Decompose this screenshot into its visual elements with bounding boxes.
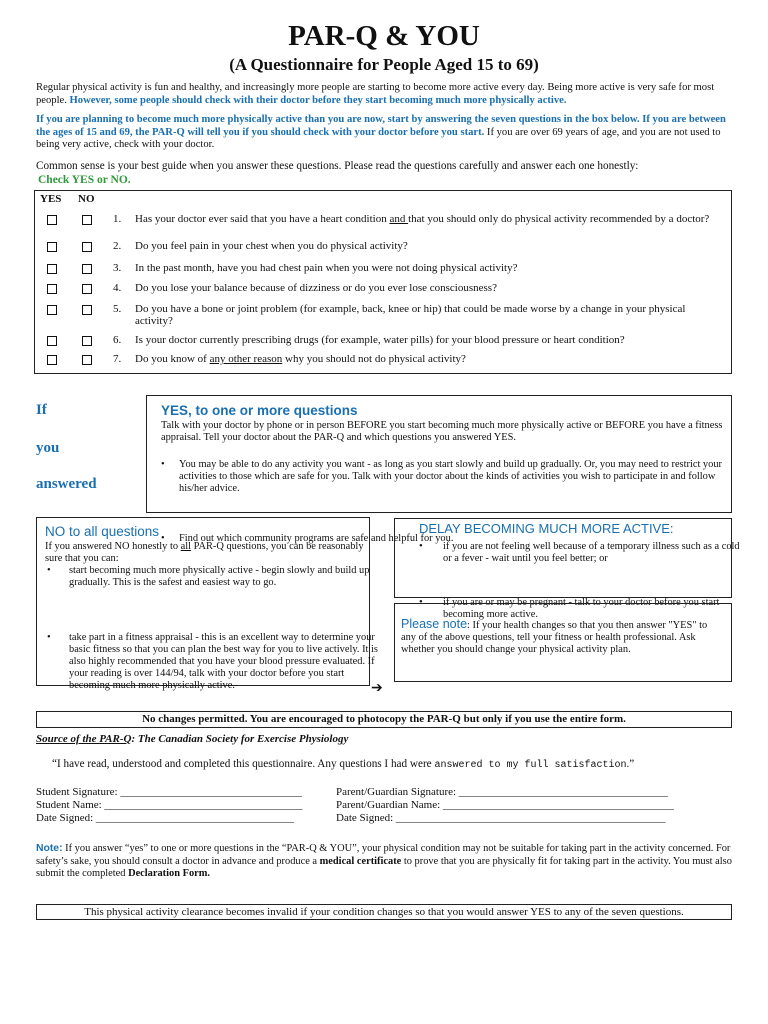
bottom-note-label: Note:	[36, 843, 63, 854]
question-number: 3.	[113, 262, 122, 274]
side-label-answered: answered	[36, 476, 97, 492]
delay-box	[394, 518, 740, 620]
yes-checkbox-6[interactable]	[47, 336, 57, 346]
intro-p1-highlight: However, some people should check with their doctor before they start becoming much more physically active.	[69, 94, 567, 106]
side-label-if: If	[36, 402, 47, 418]
parent-date-field[interactable]: Date Signed: _________________________________________________	[336, 812, 666, 824]
student-name-field[interactable]: Student Name: ____________________________________	[36, 799, 303, 811]
yes-box-bullet-1: • You may be able to do any activity you want - as long as you start slowly and build up gradually. Or, you may need to restrict your activities to those which are safe for you. Talk with your doctor about the kinds of activities you wish to participate in and follow his/her advice.	[157, 459, 739, 495]
no-answer-box	[36, 517, 378, 691]
question-number: 4.	[113, 282, 122, 294]
question-number: 1.	[113, 213, 122, 225]
please-note-label: Please note	[401, 617, 468, 631]
question-text-3	[135, 262, 720, 274]
bottom-note	[36, 843, 734, 881]
no-checkbox-6[interactable]	[82, 336, 92, 346]
questions-box	[34, 190, 732, 374]
please-note-box	[394, 603, 732, 682]
question-text-part: and	[389, 213, 409, 225]
delay-box-bullet-1: • if you are not feeling well because of a temporary illness such as a cold or a fever - wait until you feel better; or	[415, 541, 743, 565]
intro-paragraph-3: Common sense is your best guide when you answer these questions. Please read the questions carefully and answer each one honestly:	[36, 160, 639, 172]
no-checkbox-2[interactable]	[82, 242, 92, 252]
yes-box-bullet-2: • Find out which community programs are safe and helpful for you.	[157, 533, 739, 545]
bottom-note-declaration-form: Declaration Form.	[128, 868, 211, 880]
no-changes-banner: No changes permitted. You are encouraged to photocopy the PAR-Q but only if you use the entire form.	[36, 711, 732, 728]
footer-banner: This physical activity clearance becomes invalid if your condition changes so that you would answer YES to any of the seven questions.	[36, 904, 732, 920]
check-instruction: Check YES or NO.	[38, 174, 131, 186]
source-line	[36, 733, 348, 745]
yes-checkbox-4[interactable]	[47, 284, 57, 294]
question-number: 2.	[113, 240, 122, 252]
source-label: Source of the PAR-Q	[36, 733, 132, 745]
side-label-you: you	[36, 440, 60, 456]
yes-checkbox-7[interactable]	[47, 355, 57, 365]
question-number: 6.	[113, 334, 122, 346]
student-date-field[interactable]: Date Signed: ____________________________________	[36, 812, 294, 824]
no-box-body-underlined: all	[180, 541, 192, 552]
question-text-6	[135, 334, 720, 346]
no-checkbox-4[interactable]	[82, 284, 92, 294]
intro-p1-text: Regular physical activity is fun and healthy, and increasingly more people are starting to become more active every day. Being more active is very safe for most people.	[36, 82, 715, 106]
please-note-text	[401, 618, 719, 656]
intro-p2-highlight: If you are planning to become much more physically active than you are now, start by answering the seven questions in the box below. If you are between the ages of 15 and 69, the PAR-Q will tell you if you should check with your doctor before you start.	[36, 114, 726, 138]
bottom-note-a: If you answer “yes” to one or more questions in the “PAR-Q & YOU”, your physical condition may not be suitable for taking part in the activity concerned. For safety’s sake, you should consult a doctor in advance and produce a	[36, 843, 731, 867]
no-box-body-b: PAR-Q questions, you can be reasonably sure that you can:	[45, 541, 364, 564]
question-text-part: Do you have a bone or joint problem (for example, back, knee or hip) that could be made worse by a change in your physical activity?	[135, 303, 686, 328]
question-text-4	[135, 282, 720, 294]
question-text-part: any other reason	[209, 353, 283, 365]
no-column-header: NO	[78, 193, 95, 205]
question-text-part: why you should not do physical activity?	[282, 353, 466, 365]
page-subtitle: (A Questionnaire for People Aged 15 to 69)	[229, 55, 539, 74]
parent-name-field[interactable]: Parent/Guardian Name: __________________________________________	[336, 799, 674, 811]
question-text-2	[135, 240, 720, 252]
no-checkbox-1[interactable]	[82, 215, 92, 225]
no-checkbox-7[interactable]	[82, 355, 92, 365]
question-text-part: Do you lose your balance because of dizziness or do you ever lose consciousness?	[135, 282, 497, 294]
no-box-bullet-2: • take part in a fitness appraisal - this is an excellent way to determine your basic fitness so that you can plan the best way for you to live actively. It is also highly recommended that you have your blood pressure evaluated. If your reading is over 144/94, talk with your doctor before you start becoming much more physically active.	[43, 632, 385, 692]
no-box-body	[45, 541, 365, 565]
yes-checkbox-5[interactable]	[47, 305, 57, 315]
question-number: 7.	[113, 353, 122, 365]
question-text-part: Has your doctor ever said that you have a heart condition	[135, 213, 390, 225]
statement	[52, 758, 634, 771]
yes-checkbox-3[interactable]	[47, 264, 57, 274]
question-text-part: In the past month, have you had chest pain when you were not doing physical activity?	[135, 262, 518, 274]
question-text-part: Is your doctor currently prescribing drugs (for example, water pills) for your blood pressure or heart condition?	[135, 334, 625, 346]
no-checkbox-5[interactable]	[82, 305, 92, 315]
statement-b: answered to my full satisfaction	[434, 760, 627, 771]
please-note-body: : If your health changes so that you then answer "YES" to any of the above questions, tell your fitness or health professional. Ask whether you should change your physical activity plan.	[401, 620, 708, 655]
intro-p2-text: If you are over 69 years of age, and you are not used to being very active, check with your doctor.	[36, 126, 721, 151]
no-box-bullet-1: • start becoming much more physically active - begin slowly and build up gradually. This is the safest and easiest way to go.	[43, 565, 385, 589]
question-text-part: Do you know of	[135, 353, 210, 365]
student-signature-field[interactable]: Student Signature: _________________________________	[36, 786, 302, 798]
intro-paragraph-1	[36, 82, 736, 107]
yes-box-body: Talk with your doctor by phone or in person BEFORE you start becoming much more physically active or BEFORE you have a fitness appraisal. Tell your doctor about the PAR-Q and which questions you answered YES.	[161, 420, 723, 443]
question-text-7	[135, 353, 720, 365]
question-text-5	[135, 303, 720, 328]
yes-checkbox-2[interactable]	[47, 242, 57, 252]
no-checkbox-3[interactable]	[82, 264, 92, 274]
delay-box-heading: DELAY BECOMING MUCH MORE ACTIVE:	[419, 521, 674, 536]
yes-box-heading: YES, to one or more questions	[161, 403, 358, 418]
yes-column-header: YES	[40, 193, 62, 205]
yes-checkbox-1[interactable]	[47, 215, 57, 225]
bottom-note-medical-certificate: medical certificate	[319, 855, 402, 867]
question-text-part: Do you feel pain in your chest when you do physical activity?	[135, 240, 408, 252]
page-title: PAR-Q & YOU	[288, 20, 480, 52]
delay-box-bullet-2: • if you are or may be pregnant - talk to your doctor before you start becoming more active.	[415, 597, 743, 621]
parent-signature-field[interactable]: Parent/Guardian Signature: ______________________________________	[336, 786, 668, 798]
no-box-body-a: If you answered NO honestly to	[45, 541, 181, 552]
question-text-part: that you should only do physical activity recommended by a doctor?	[408, 213, 710, 225]
no-box-heading: NO to all questions	[45, 524, 160, 539]
arrow-icon: ➔	[371, 681, 383, 696]
source-text: : The Canadian Society for Exercise Physiology	[131, 733, 349, 745]
bottom-note-c: to prove that you are physically fit for taking part in the activity. You must also submit the completed	[36, 855, 732, 880]
statement-a: “I have read, understood and completed this questionnaire. Any questions I had were	[52, 758, 435, 770]
question-number: 5.	[113, 303, 122, 315]
intro-paragraph-2	[36, 114, 736, 152]
question-text-1	[135, 213, 720, 225]
statement-c: .”	[626, 758, 635, 770]
